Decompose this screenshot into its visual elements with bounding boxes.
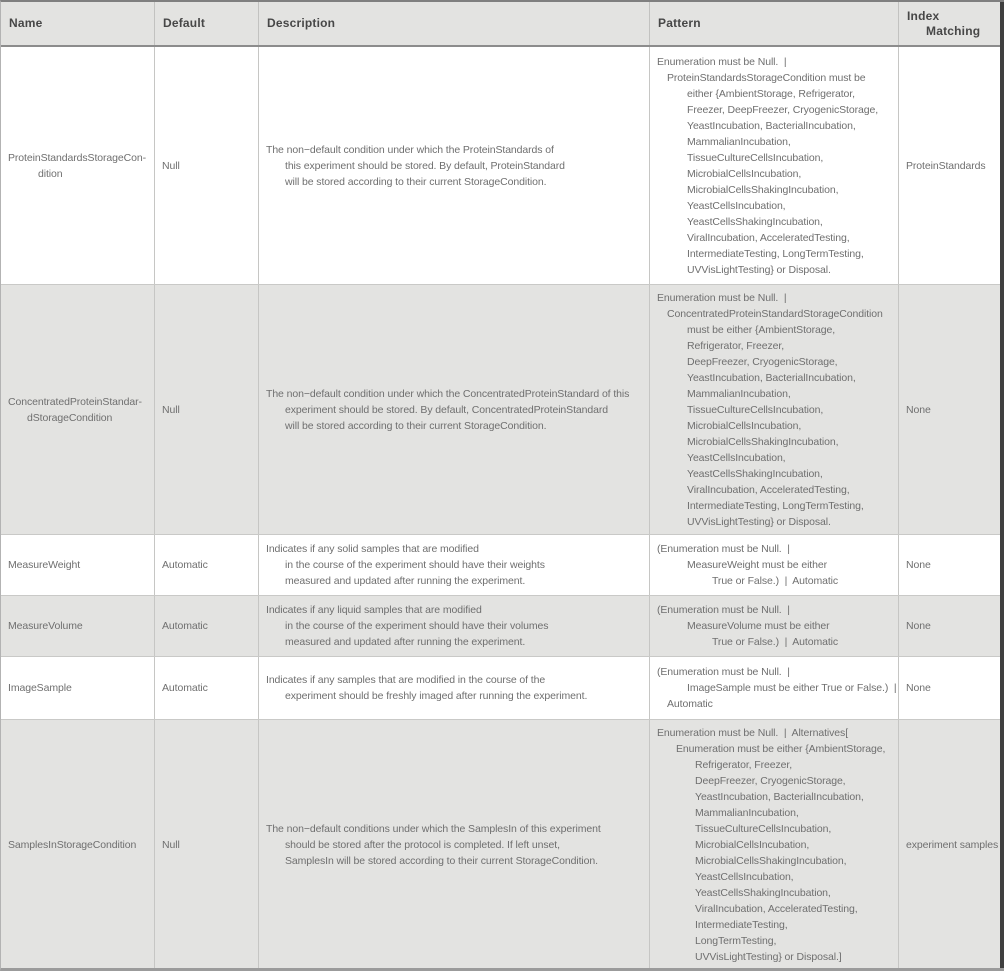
pattern-cell-text: ConcentratedProteinStandardStorageCondition (667, 307, 883, 320)
column-header-label: Description (267, 16, 336, 30)
column-header-index-matching (899, 2, 1004, 45)
pattern-cell-text: YeastIncubation, BacterialIncubation, (687, 119, 856, 132)
pattern-cell-text: True or False.) | Automatic (712, 575, 839, 587)
column-header-label: Index (907, 8, 940, 23)
name-cell-text: MeasureWeight (8, 559, 81, 571)
index-matching-cell-text: None (906, 559, 931, 571)
index-matching-cell (899, 47, 1004, 284)
name-cell-text: SamplesInStorageCondition (8, 839, 137, 851)
pattern-cell-text: UVVisLightTesting} or Disposal. (687, 515, 831, 528)
default-cell (155, 657, 259, 719)
name-cell (1, 47, 155, 284)
index-matching-cell-text: None (906, 682, 931, 694)
table-row (1, 596, 1004, 657)
description-cell-text: The non−default conditions under which the SamplesIn of this experiment (266, 823, 601, 835)
pattern-cell-text: UVVisLightTesting} or Disposal. (687, 263, 831, 276)
index-matching-cell (899, 596, 1004, 656)
column-header-label: Matching (926, 23, 981, 38)
description-cell-text: SamplesIn will be stored according to their current StorageCondition. (285, 855, 598, 867)
description-cell-text: will be stored according to their current StorageCondition. (285, 175, 547, 188)
right-edge-scrollbar[interactable] (1000, 2, 1004, 968)
column-header-description (259, 2, 650, 45)
pattern-cell-text: (Enumeration must be Null. | (657, 666, 790, 678)
description-cell (259, 535, 650, 595)
name-cell (1, 657, 155, 719)
description-cell-text: should be stored after the protocol is completed. If left unset, (285, 839, 560, 851)
table-row (1, 535, 1004, 596)
pattern-cell-text: ViralIncubation, AcceleratedTesting, (687, 231, 850, 244)
pattern-cell-text: MicrobialCellsIncubation, (695, 839, 810, 851)
pattern-cell-text: YeastCellsShakingIncubation, (687, 467, 823, 480)
pattern-cell (650, 596, 899, 656)
default-cell-text: Automatic (162, 559, 208, 571)
default-cell (155, 720, 259, 970)
description-cell (259, 47, 650, 284)
column-header-default (155, 2, 259, 45)
column-header-label: Pattern (658, 16, 701, 30)
index-matching-cell (899, 657, 1004, 719)
description-cell (259, 285, 650, 534)
name-cell-text: dStorageCondition (27, 411, 113, 424)
description-cell-text: experiment should be freshly imaged after running the experiment. (285, 690, 588, 702)
description-cell-text: will be stored according to their current StorageCondition. (285, 419, 547, 432)
pattern-cell-text: Freezer, DeepFreezer, CryogenicStorage, (687, 103, 879, 116)
pattern-cell-text: DeepFreezer, CryogenicStorage, (695, 775, 846, 787)
name-cell-text: ProteinStandardsStorageCon- (8, 151, 146, 164)
default-cell-text: Null (162, 839, 180, 851)
name-cell (1, 720, 155, 970)
pattern-cell-text: IntermediateTesting, LongTermTesting, (687, 247, 864, 260)
pattern-cell-text: must be either {AmbientStorage, (687, 323, 836, 336)
description-cell-text: measured and updated after running the experiment. (285, 636, 526, 648)
table-row (1, 657, 1004, 720)
description-cell-text: measured and updated after running the experiment. (285, 575, 526, 587)
default-cell-text: Null (162, 159, 180, 172)
pattern-cell-text: YeastCellsIncubation, (695, 871, 794, 883)
name-cell (1, 535, 155, 595)
index-matching-cell-text: None (906, 620, 931, 632)
pattern-cell-text: (Enumeration must be Null. | (657, 604, 790, 616)
column-header-pattern (650, 2, 899, 45)
description-cell-text: this experiment should be stored. By default, ProteinStandard (285, 159, 565, 172)
index-matching-cell-text: None (906, 403, 931, 416)
name-cell (1, 285, 155, 534)
pattern-cell-text: UVVisLightTesting} or Disposal.] (695, 951, 842, 963)
pattern-cell (650, 285, 899, 534)
default-cell (155, 596, 259, 656)
pattern-cell-text: YeastCellsShakingIncubation, (687, 215, 823, 228)
column-header-label: Default (163, 16, 206, 30)
pattern-cell-text: Enumeration must be either {AmbientStorage, (676, 743, 886, 755)
pattern-cell (650, 535, 899, 595)
pattern-cell-text: Enumeration must be Null. | Alternatives[ (657, 727, 849, 739)
pattern-cell-text: MammalianIncubation, (687, 387, 791, 400)
pattern-cell-text: MicrobialCellsShakingIncubation, (687, 435, 839, 448)
pattern-cell-text: LongTermTesting, (695, 935, 777, 947)
default-cell (155, 285, 259, 534)
pattern-cell-text: MicrobialCellsIncubation, (687, 419, 802, 432)
column-header-name (1, 2, 155, 45)
pattern-cell-text: TissueCultureCellsIncubation, (687, 403, 824, 416)
name-cell-text: ImageSample (8, 682, 72, 694)
default-cell-text: Automatic (162, 620, 208, 632)
pattern-cell-text: (Enumeration must be Null. | (657, 543, 790, 555)
description-cell-text: Indicates if any solid samples that are modified (266, 543, 479, 555)
pattern-cell-text: IntermediateTesting, LongTermTesting, (687, 499, 864, 512)
index-matching-cell-text: experiment samples (906, 839, 999, 851)
pattern-cell (650, 47, 899, 284)
pattern-cell-text: either {AmbientStorage, Refrigerator, (687, 87, 855, 100)
description-cell-text: in the course of the experiment should have their volumes (285, 620, 549, 632)
pattern-cell-text: Enumeration must be Null. | (657, 291, 787, 304)
description-cell-text: The non−default condition under which the ProteinStandards of (266, 143, 554, 156)
table-row (1, 47, 1004, 285)
pattern-cell-text: MeasureVolume must be either (687, 620, 830, 632)
name-cell-text: dition (38, 167, 63, 180)
pattern-cell (650, 720, 899, 970)
default-cell-text: Null (162, 403, 180, 416)
name-cell (1, 596, 155, 656)
pattern-cell-text: TissueCultureCellsIncubation, (695, 823, 832, 835)
name-cell-text: MeasureVolume (8, 620, 83, 632)
pattern-cell-text: YeastIncubation, BacterialIncubation, (687, 371, 856, 384)
default-cell (155, 535, 259, 595)
description-cell (259, 720, 650, 970)
table-row (1, 720, 1004, 970)
pattern-cell-text: Refrigerator, Freezer, (687, 339, 785, 352)
pattern-cell-text: DeepFreezer, CryogenicStorage, (687, 355, 838, 368)
pattern-cell-text: MicrobialCellsIncubation, (687, 167, 802, 180)
pattern-cell-text: IntermediateTesting, (695, 919, 788, 931)
pattern-cell-text: True or False.) | Automatic (712, 636, 839, 648)
index-matching-cell-text: ProteinStandards (906, 159, 986, 172)
pattern-cell-text: ProteinStandardsStorageCondition must be (667, 71, 866, 84)
index-matching-cell (899, 535, 1004, 595)
pattern-cell-text: YeastCellsIncubation, (687, 451, 786, 464)
pattern-cell-text: MammalianIncubation, (687, 135, 791, 148)
column-header-label: Name (9, 16, 43, 30)
pattern-cell-text: ImageSample must be either True or False.) | (687, 682, 897, 694)
description-cell-text: experiment should be stored. By default, ConcentratedProteinStandard (285, 403, 608, 416)
description-cell-text: in the course of the experiment should have their weights (285, 559, 545, 571)
default-cell-text: Automatic (162, 682, 208, 694)
table-header-row (1, 2, 1004, 47)
pattern-cell-text: Enumeration must be Null. | (657, 55, 787, 68)
default-cell (155, 47, 259, 284)
pattern-cell-text: Refrigerator, Freezer, (695, 759, 793, 771)
description-cell (259, 657, 650, 719)
pattern-cell-text: YeastCellsIncubation, (687, 199, 786, 212)
pattern-cell-text: MammalianIncubation, (695, 807, 799, 819)
pattern-cell-text: Automatic (667, 698, 713, 710)
description-cell-text: The non−default condition under which the ConcentratedProteinStandard of this (266, 387, 630, 400)
index-matching-cell (899, 720, 1004, 970)
pattern-cell-text: YeastCellsShakingIncubation, (695, 887, 831, 899)
name-cell-text: ConcentratedProteinStandar- (8, 395, 142, 408)
pattern-cell-text: MicrobialCellsShakingIncubation, (687, 183, 839, 196)
index-matching-cell (899, 285, 1004, 534)
pattern-cell-text: TissueCultureCellsIncubation, (687, 151, 824, 164)
pattern-cell-text: MicrobialCellsShakingIncubation, (695, 855, 847, 867)
description-cell-text: Indicates if any samples that are modified in the course of the (266, 674, 546, 686)
table-body (1, 47, 1004, 970)
pattern-cell (650, 657, 899, 719)
pattern-cell-text: ViralIncubation, AcceleratedTesting, (687, 483, 850, 496)
description-cell (259, 596, 650, 656)
pattern-cell-text: YeastIncubation, BacterialIncubation, (695, 791, 864, 803)
pattern-cell-text: MeasureWeight must be either (687, 559, 827, 571)
description-cell-text: Indicates if any liquid samples that are modified (266, 604, 482, 616)
pattern-cell-text: ViralIncubation, AcceleratedTesting, (695, 903, 858, 915)
table-row (1, 285, 1004, 535)
